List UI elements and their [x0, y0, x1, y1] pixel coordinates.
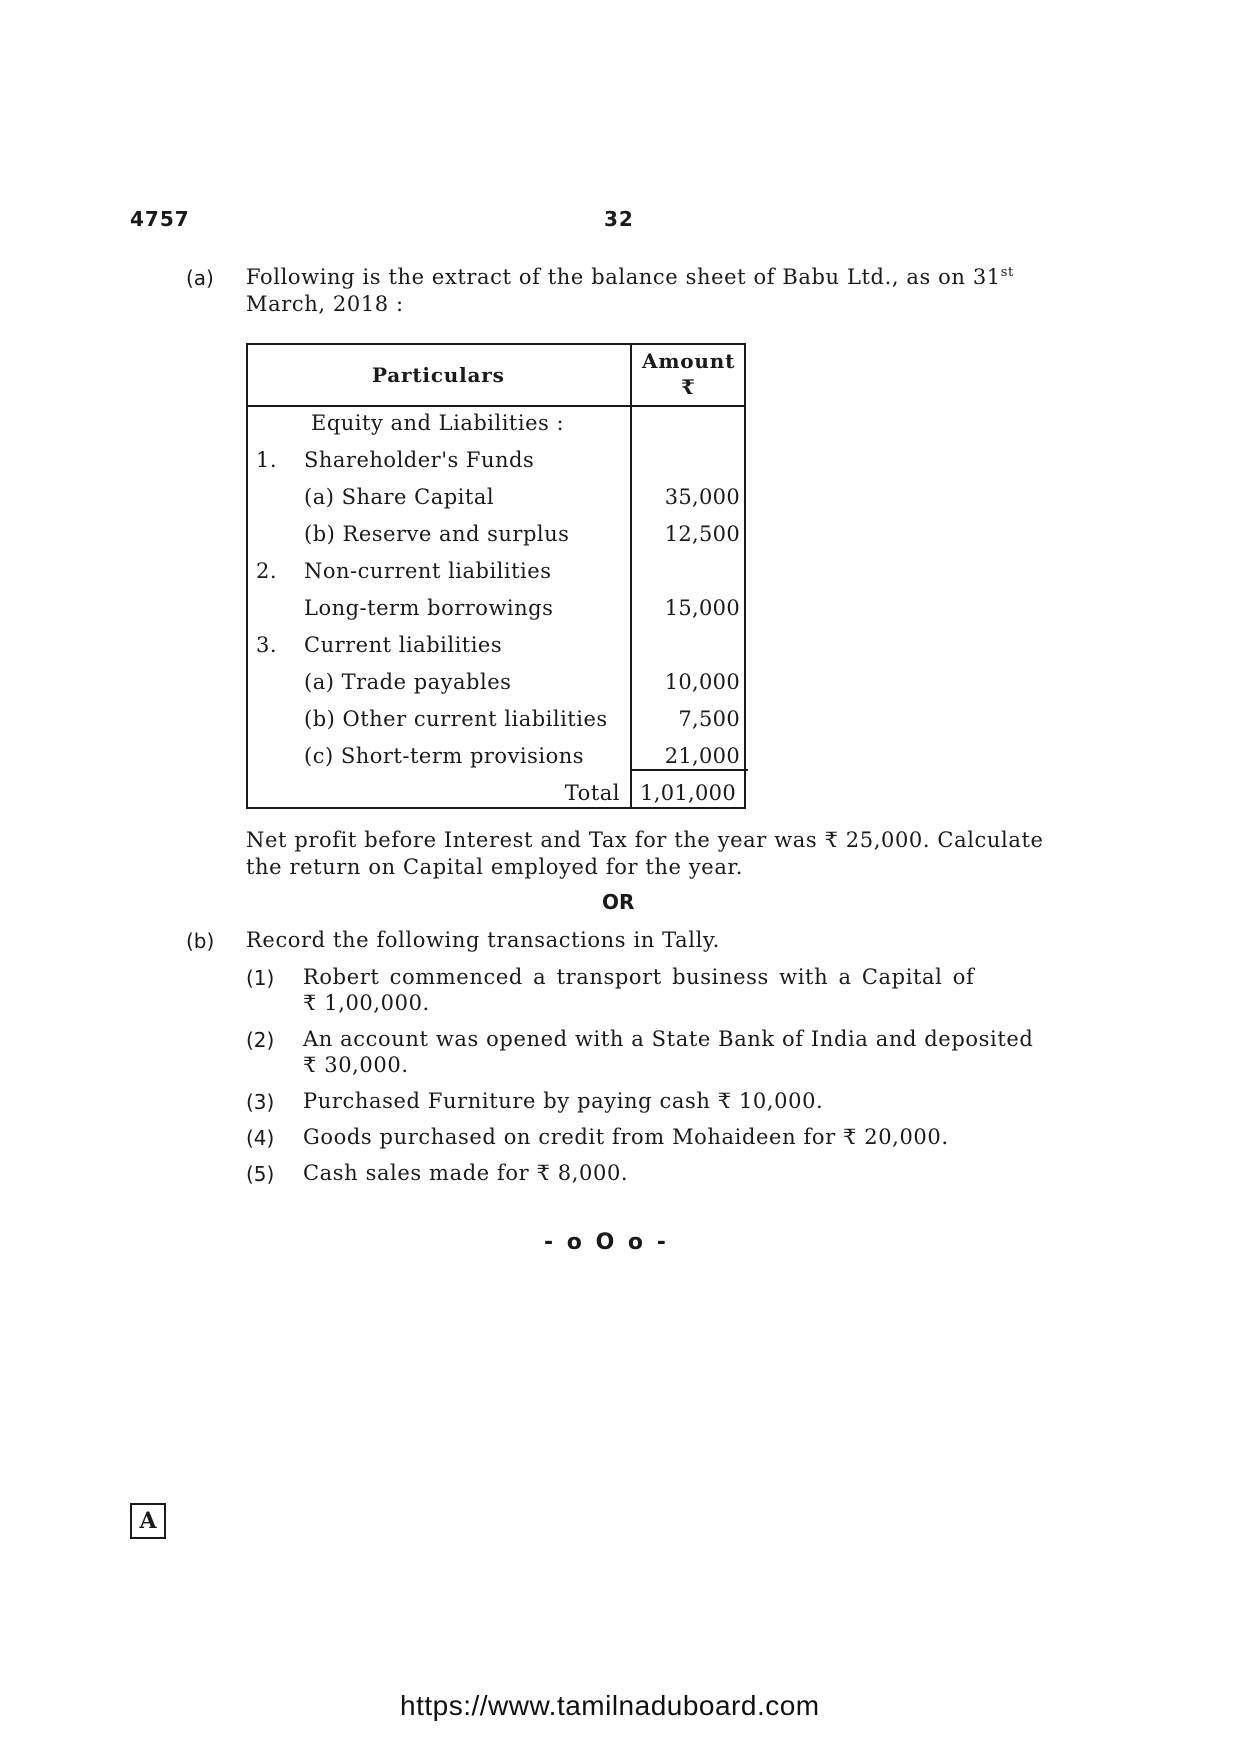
table-total-divider: [630, 769, 748, 771]
header-amount-unit: ₹: [681, 375, 696, 399]
row-particular: (c) Short-term provisions: [304, 744, 585, 768]
row-amount: 7,500: [678, 707, 740, 731]
row-amount: 10,000: [664, 670, 740, 694]
table-header-divider: [248, 405, 744, 407]
table-column-divider: [630, 345, 632, 807]
page-number: 32: [604, 207, 634, 231]
balance-sheet-table: [246, 343, 746, 809]
series-box: A: [130, 1503, 166, 1539]
superscript-st: st: [1000, 265, 1014, 280]
header-particulars: Particulars: [372, 363, 505, 387]
question-a-intro: [246, 265, 1014, 289]
transaction-text: Cash sales made for ₹ 8,000.: [303, 1161, 629, 1185]
row-particular: Non-current liabilities: [304, 559, 552, 583]
question-a-intro-text: Following is the extract of the balance sheet of Babu Ltd., as on 31: [246, 265, 1001, 289]
row-amount: 15,000: [664, 596, 740, 620]
row-number: 3.: [256, 633, 278, 657]
row-number: 1.: [256, 448, 278, 472]
paper-code: 4757: [130, 207, 190, 231]
question-a-note-line1: Net profit before Interest and Tax for the year was ₹ 25,000. Calculate: [246, 828, 1044, 852]
transaction-text-line2: ₹ 30,000.: [303, 1053, 409, 1077]
header-amount: Amount: [642, 349, 736, 373]
question-b-intro: Record the following transactions in Tally.: [246, 928, 720, 952]
row-particular: (b) Reserve and surplus: [304, 522, 570, 546]
row-particular: Shareholder's Funds: [304, 448, 535, 472]
or-separator: OR: [602, 890, 635, 914]
transaction-number: (5): [246, 1162, 275, 1186]
question-a-note-line2: the return on Capital employed for the year.: [246, 855, 744, 879]
total-label: Total: [564, 781, 620, 805]
question-a-label: (a): [186, 266, 214, 290]
row-particular: (a) Share Capital: [304, 485, 495, 509]
row-amount: 21,000: [664, 744, 740, 768]
footer-url[interactable]: https://www.tamilnaduboard.com: [400, 1690, 820, 1721]
row-amount: 12,500: [664, 522, 740, 546]
row-number: 2.: [256, 559, 278, 583]
row-amount: 35,000: [664, 485, 740, 509]
row-particular: Current liabilities: [304, 633, 503, 657]
end-mark: - o O o -: [544, 1230, 669, 1255]
transaction-number: (4): [246, 1126, 275, 1150]
question-b-label: (b): [186, 929, 215, 953]
section-title: Equity and Liabilities :: [311, 411, 565, 435]
row-particular: Long-term borrowings: [304, 596, 554, 620]
transaction-text: Robert commenced a transport business with a Capital of: [303, 965, 975, 989]
transaction-text: Goods purchased on credit from Mohaideen for ₹ 20,000.: [303, 1125, 949, 1149]
total-amount: 1,01,000: [640, 781, 736, 805]
transaction-number: (3): [246, 1090, 275, 1114]
transaction-number: (2): [246, 1028, 275, 1052]
transaction-text: Purchased Furniture by paying cash ₹ 10,000.: [303, 1089, 824, 1113]
transaction-text-line2: ₹ 1,00,000.: [303, 991, 430, 1015]
transaction-number: (1): [246, 966, 275, 990]
transaction-text: An account was opened with a State Bank of India and deposited: [303, 1027, 1034, 1051]
row-particular: (a) Trade payables: [304, 670, 512, 694]
question-a-intro-line2: March, 2018 :: [246, 292, 404, 316]
row-particular: (b) Other current liabilities: [304, 707, 608, 731]
